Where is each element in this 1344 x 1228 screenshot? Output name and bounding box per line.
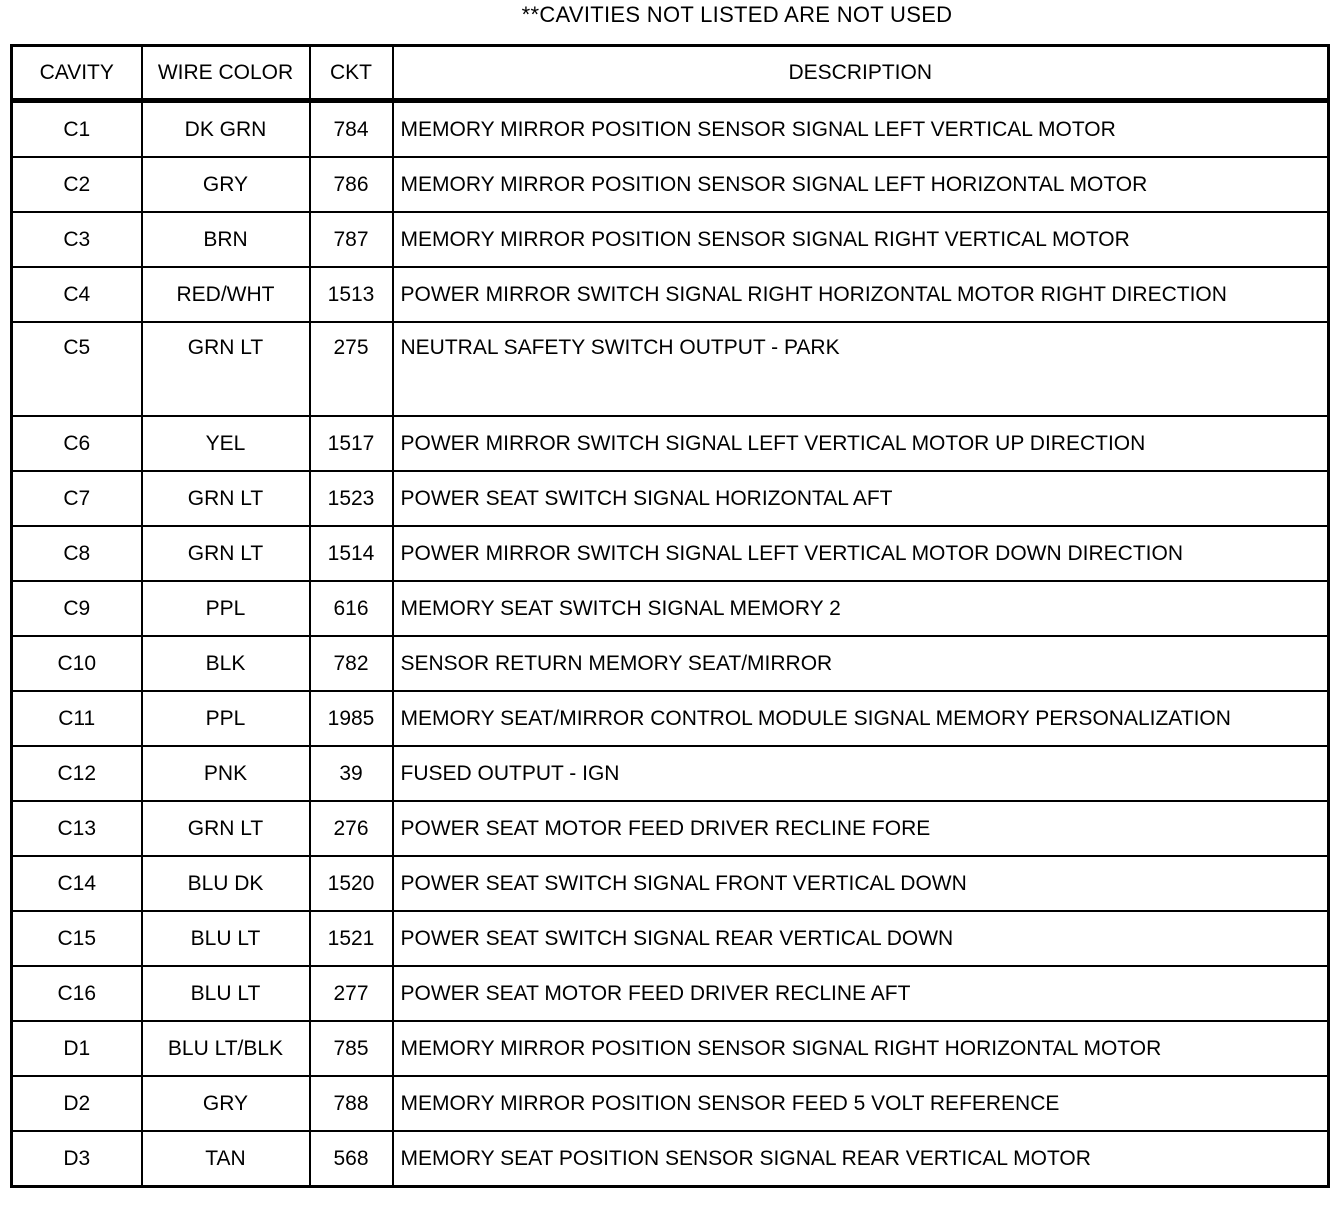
cell-description: POWER SEAT MOTOR FEED DRIVER RECLINE FORE bbox=[393, 801, 1329, 856]
cell-wire-color: PPL bbox=[142, 581, 310, 636]
cell-description: MEMORY SEAT POSITION SENSOR SIGNAL REAR VERTICAL MOTOR bbox=[393, 1131, 1329, 1187]
cell-cavity: C16 bbox=[12, 966, 142, 1021]
cell-description: POWER SEAT SWITCH SIGNAL HORIZONTAL AFT bbox=[393, 471, 1329, 526]
cell-ckt: 788 bbox=[310, 1076, 393, 1131]
cell-wire-color: GRN LT bbox=[142, 526, 310, 581]
cell-cavity: C6 bbox=[12, 416, 142, 471]
cell-description: MEMORY SEAT/MIRROR CONTROL MODULE SIGNAL MEMORY PERSONALIZATION bbox=[393, 691, 1329, 746]
table-row bbox=[12, 801, 1329, 856]
cell-cavity: C2 bbox=[12, 157, 142, 212]
cell-description: MEMORY MIRROR POSITION SENSOR FEED 5 VOLT REFERENCE bbox=[393, 1076, 1329, 1131]
table-row bbox=[12, 1076, 1329, 1131]
cell-wire-color: PNK bbox=[142, 746, 310, 801]
cell-wire-color: BRN bbox=[142, 212, 310, 267]
cell-ckt: 277 bbox=[310, 966, 393, 1021]
cell-cavity: C1 bbox=[12, 101, 142, 158]
cell-ckt: 1514 bbox=[310, 526, 393, 581]
table-row bbox=[12, 911, 1329, 966]
cell-cavity: C13 bbox=[12, 801, 142, 856]
cell-cavity: C5 bbox=[12, 322, 142, 416]
cell-ckt: 616 bbox=[310, 581, 393, 636]
table-row bbox=[12, 1021, 1329, 1076]
cell-description: POWER MIRROR SWITCH SIGNAL LEFT VERTICAL MOTOR DOWN DIRECTION bbox=[393, 526, 1329, 581]
header-cavity: CAVITY bbox=[12, 46, 142, 101]
cell-ckt: 784 bbox=[310, 101, 393, 158]
cell-ckt: 782 bbox=[310, 636, 393, 691]
table-row bbox=[12, 856, 1329, 911]
cell-description: POWER SEAT MOTOR FEED DRIVER RECLINE AFT bbox=[393, 966, 1329, 1021]
cell-ckt: 1520 bbox=[310, 856, 393, 911]
cell-description: NEUTRAL SAFETY SWITCH OUTPUT - PARK bbox=[393, 322, 1329, 416]
cell-cavity: D3 bbox=[12, 1131, 142, 1187]
cell-description: MEMORY MIRROR POSITION SENSOR SIGNAL LEFT HORIZONTAL MOTOR bbox=[393, 157, 1329, 212]
table-row bbox=[12, 581, 1329, 636]
cell-wire-color: YEL bbox=[142, 416, 310, 471]
cell-description: MEMORY MIRROR POSITION SENSOR SIGNAL RIGHT HORIZONTAL MOTOR bbox=[393, 1021, 1329, 1076]
cell-description: SENSOR RETURN MEMORY SEAT/MIRROR bbox=[393, 636, 1329, 691]
cell-cavity: C15 bbox=[12, 911, 142, 966]
header-row bbox=[12, 46, 1329, 101]
table-row bbox=[12, 267, 1329, 322]
cell-ckt: 1513 bbox=[310, 267, 393, 322]
cell-wire-color: GRY bbox=[142, 157, 310, 212]
cell-ckt: 786 bbox=[310, 157, 393, 212]
cell-wire-color: GRN LT bbox=[142, 801, 310, 856]
table-row bbox=[12, 966, 1329, 1021]
cell-wire-color: BLU DK bbox=[142, 856, 310, 911]
table-header bbox=[12, 46, 1329, 101]
cell-cavity: C8 bbox=[12, 526, 142, 581]
header-description: DESCRIPTION bbox=[393, 46, 1329, 101]
cell-cavity: D2 bbox=[12, 1076, 142, 1131]
cell-cavity: C11 bbox=[12, 691, 142, 746]
table-row bbox=[12, 212, 1329, 267]
cell-ckt: 1523 bbox=[310, 471, 393, 526]
table-row bbox=[12, 101, 1329, 158]
cell-description: POWER SEAT SWITCH SIGNAL FRONT VERTICAL DOWN bbox=[393, 856, 1329, 911]
cell-cavity: C9 bbox=[12, 581, 142, 636]
cell-ckt: 1517 bbox=[310, 416, 393, 471]
cell-description: POWER SEAT SWITCH SIGNAL REAR VERTICAL DOWN bbox=[393, 911, 1329, 966]
cell-description: MEMORY SEAT SWITCH SIGNAL MEMORY 2 bbox=[393, 581, 1329, 636]
table-row bbox=[12, 636, 1329, 691]
cell-description: POWER MIRROR SWITCH SIGNAL LEFT VERTICAL MOTOR UP DIRECTION bbox=[393, 416, 1329, 471]
cell-cavity: C3 bbox=[12, 212, 142, 267]
connector-pinout-table bbox=[10, 44, 1330, 1188]
table-row bbox=[12, 691, 1329, 746]
table-row bbox=[12, 526, 1329, 581]
cell-cavity: C12 bbox=[12, 746, 142, 801]
cell-cavity: C7 bbox=[12, 471, 142, 526]
cell-ckt: 276 bbox=[310, 801, 393, 856]
cell-description: MEMORY MIRROR POSITION SENSOR SIGNAL LEFT VERTICAL MOTOR bbox=[393, 101, 1329, 158]
cell-wire-color: GRN LT bbox=[142, 471, 310, 526]
cavities-note: **CAVITIES NOT LISTED ARE NOT USED bbox=[521, 2, 953, 27]
table-row bbox=[12, 416, 1329, 471]
cell-cavity: D1 bbox=[12, 1021, 142, 1076]
cell-ckt: 785 bbox=[310, 1021, 393, 1076]
cell-wire-color: TAN bbox=[142, 1131, 310, 1187]
header-wire-color: WIRE COLOR bbox=[142, 46, 310, 101]
table-row bbox=[12, 322, 1329, 416]
cell-cavity: C4 bbox=[12, 267, 142, 322]
cell-ckt: 787 bbox=[310, 212, 393, 267]
table-row bbox=[12, 1131, 1329, 1187]
cell-wire-color: GRY bbox=[142, 1076, 310, 1131]
cell-cavity: C14 bbox=[12, 856, 142, 911]
cell-wire-color: PPL bbox=[142, 691, 310, 746]
cell-ckt: 1521 bbox=[310, 911, 393, 966]
cell-ckt: 1985 bbox=[310, 691, 393, 746]
cell-wire-color: BLU LT bbox=[142, 911, 310, 966]
cell-description: FUSED OUTPUT - IGN bbox=[393, 746, 1329, 801]
cell-wire-color: DK GRN bbox=[142, 101, 310, 158]
cell-wire-color: BLK bbox=[142, 636, 310, 691]
cell-description: POWER MIRROR SWITCH SIGNAL RIGHT HORIZONTAL MOTOR RIGHT DIRECTION bbox=[393, 267, 1329, 322]
cell-wire-color: GRN LT bbox=[142, 322, 310, 416]
cell-ckt: 568 bbox=[310, 1131, 393, 1187]
table-row bbox=[12, 471, 1329, 526]
cell-wire-color: RED/WHT bbox=[142, 267, 310, 322]
table-body bbox=[12, 101, 1329, 1187]
cell-description: MEMORY MIRROR POSITION SENSOR SIGNAL RIGHT VERTICAL MOTOR bbox=[393, 212, 1329, 267]
cell-cavity: C10 bbox=[12, 636, 142, 691]
cell-wire-color: BLU LT/BLK bbox=[142, 1021, 310, 1076]
table-row bbox=[12, 157, 1329, 212]
header-ckt: CKT bbox=[310, 46, 393, 101]
cell-ckt: 39 bbox=[310, 746, 393, 801]
cell-ckt: 275 bbox=[310, 322, 393, 416]
table-row bbox=[12, 746, 1329, 801]
cell-wire-color: BLU LT bbox=[142, 966, 310, 1021]
